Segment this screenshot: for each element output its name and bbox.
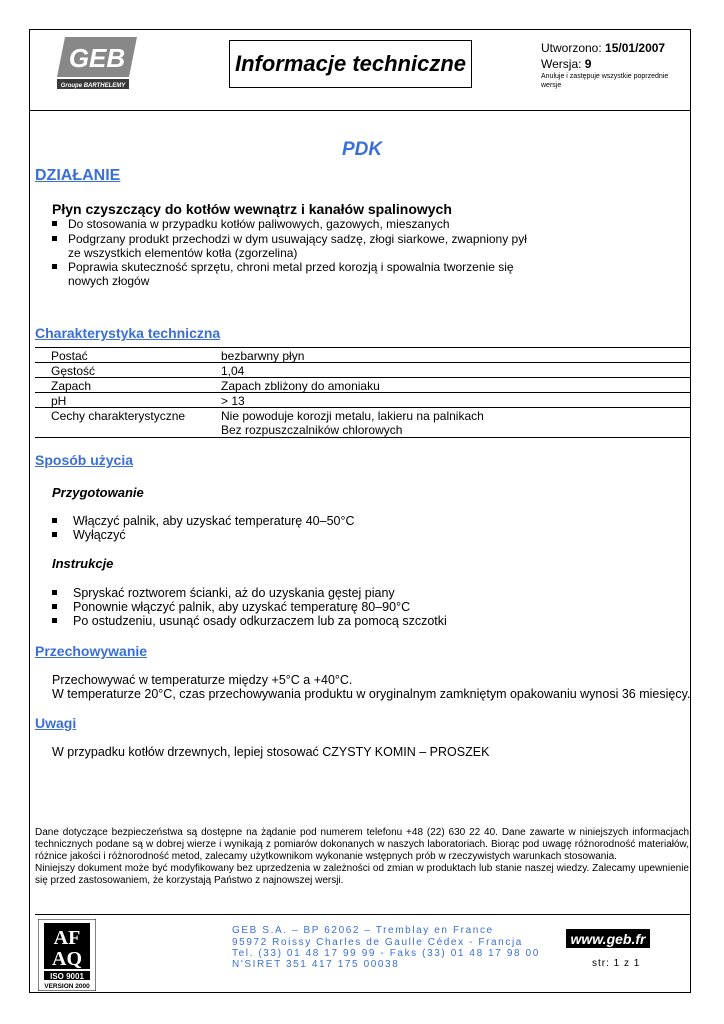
disclaimer-paragraph: Dane dotyczące bezpieczeństwa są dostępne na żądanie pod numerem telefonu +48 (22) 630 22 40. Dane zawarte w niniejszych informacjach technicznych podane są w dobrej wierze i wynikają z pomiarów dokonanych w naszych laboratoriach. Biorąc pod uwagę różnorodność materiałów, różnice jakości i różnorodność metod, zalecamy użytkownikom wykonanie wstępnych prób w rzeczywistych warunkach stosowania.	[35, 827, 689, 862]
created-value: 15/01/2007	[605, 41, 666, 55]
geb-logo	[57, 37, 137, 95]
storage-line: Przechowywać w temperaturze między +5°C a +40°C.	[52, 673, 353, 687]
afaq-iso-logo	[38, 919, 96, 991]
page-number: str: 1 z 1	[592, 958, 641, 969]
table-row	[35, 407, 690, 437]
instructions-heading: Instrukcje	[52, 556, 114, 571]
svg-text:ISO 9001: ISO 9001	[50, 972, 84, 981]
action-bullet-continued: ze wszystkich elementów kotła (zgorzelina)	[68, 246, 298, 260]
table-row	[35, 362, 690, 377]
company-address-line: GEB S.A. – BP 62062 – Tremblay en France	[232, 925, 494, 936]
company-siret-line: N'SIRET 351 417 175 00038	[232, 959, 400, 970]
table-row	[35, 377, 690, 392]
company-phone-line: Tel. (33) 01 48 17 99 99 - Faks (33) 01 48 17 98 00	[232, 948, 540, 959]
supersedes-note: Anuluje i zastępuje wszystkie poprzednie wersje	[541, 73, 669, 89]
action-subtitle: Płyn czyszczący do kotłów wewnątrz i kanałów spalinowych	[52, 201, 452, 217]
table-bottom-rule	[35, 437, 690, 438]
version-label: Wersja:	[541, 57, 582, 71]
created-label: Utworzono:	[541, 41, 602, 55]
version-value: 9	[584, 57, 592, 71]
spec-value: Nie powoduje korozji metalu, lakieru na palnikach	[221, 409, 484, 423]
spec-label: pH	[51, 394, 67, 408]
usage-heading: Sposób użycia	[35, 452, 134, 468]
disclaimer	[35, 827, 689, 887]
storage-heading: Przechowywanie	[35, 643, 148, 659]
disclaimer-paragraph: Niniejszy dokument może być modyfikowany bez uprzedzenia w zależności od zmian w produktach lub stanie naszej wiedzy. Zalecamy upewnienie się przed zastosowaniem, że korzystają Państwo z najnowszej wersji.	[35, 863, 689, 886]
table-row	[35, 347, 690, 362]
svg-text:AF: AF	[53, 927, 81, 949]
version-line	[541, 57, 591, 71]
spec-label: Zapach	[51, 379, 92, 393]
action-bullet-continued: nowych złogów	[68, 274, 150, 288]
spec-value-secondary: Bez rozpuszczalników chlorowych	[221, 423, 403, 437]
title-box	[229, 40, 472, 88]
logo-text: GEB	[68, 43, 126, 73]
product-name: PDK	[342, 139, 383, 160]
spec-value: Zapach zbliżony do amoniaku	[221, 379, 380, 393]
created-line	[541, 41, 665, 55]
footer-divider	[35, 914, 690, 915]
notes-heading: Uwagi	[35, 715, 77, 731]
spec-value: 1,04	[221, 364, 245, 378]
svg-text:VERSION 2000: VERSION 2000	[44, 983, 90, 990]
spec-label: Cechy charakterystyczne	[51, 409, 186, 423]
logo-subtext: Groupe BARTHELEMY	[60, 83, 126, 89]
spec-label: Gęstość	[51, 364, 96, 378]
notes-text: W przypadku kotłów drzewnych, lepiej stosować CZYSTY KOMIN – PROSZEK	[52, 745, 490, 759]
specs-heading: Charakterystyka techniczna	[35, 325, 221, 341]
website-link[interactable]: www.geb.fr	[566, 929, 650, 948]
page-title: Informacje techniczne	[234, 51, 467, 76]
svg-text:AQ: AQ	[52, 948, 82, 970]
prep-heading: Przygotowanie	[52, 485, 144, 500]
company-address-line: 95972 Roissy Charles de Gaulle Cédex - Francja	[232, 937, 523, 948]
action-heading: DZIAŁANIE	[35, 167, 121, 184]
spec-label: Postać	[51, 349, 88, 363]
storage-line: W temperaturze 20°C, czas przechowywania produktu w oryginalnym zamkniętym opakowaniu wynosi 36 miesięcy.	[52, 687, 691, 701]
spec-value: > 13	[221, 394, 245, 408]
table-row	[35, 392, 690, 407]
header-divider	[30, 110, 690, 111]
spec-value: bezbarwny płyn	[221, 349, 305, 363]
